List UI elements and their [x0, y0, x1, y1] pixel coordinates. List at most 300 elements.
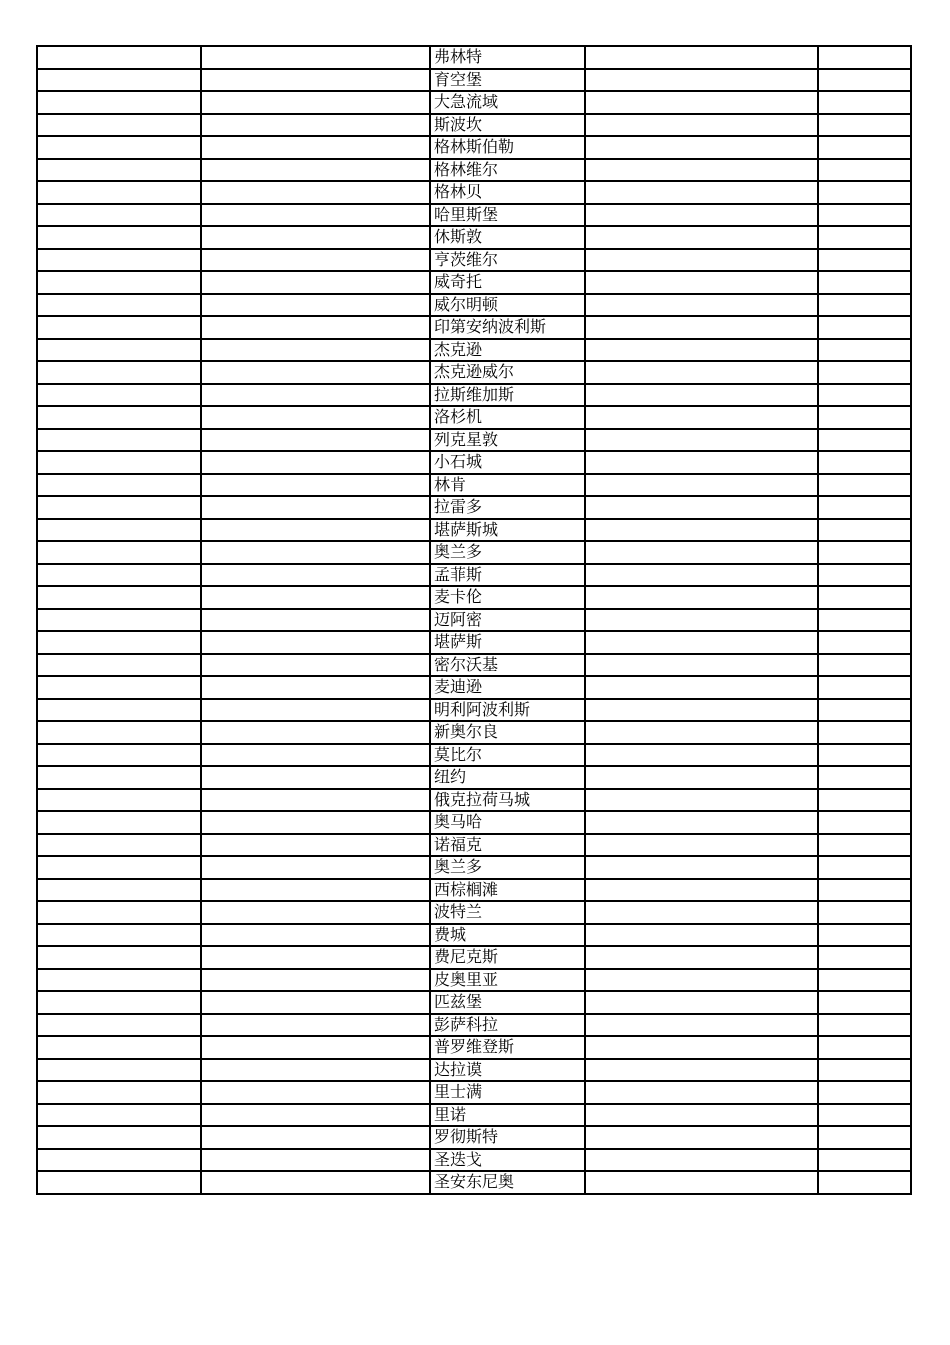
city-cell[interactable]: 奥马哈: [430, 811, 585, 834]
empty-cell[interactable]: [37, 969, 201, 992]
table-row: [37, 226, 911, 249]
empty-cell[interactable]: [37, 361, 201, 384]
empty-cell[interactable]: [37, 1149, 201, 1172]
empty-cell[interactable]: [818, 1149, 911, 1172]
empty-cell[interactable]: [37, 609, 201, 632]
empty-cell[interactable]: [201, 384, 430, 407]
empty-cell[interactable]: [585, 1081, 818, 1104]
empty-cell[interactable]: [818, 834, 911, 857]
empty-cell[interactable]: [37, 294, 201, 317]
empty-cell[interactable]: [201, 856, 430, 879]
empty-cell[interactable]: [37, 136, 201, 159]
empty-cell[interactable]: [201, 789, 430, 812]
empty-cell[interactable]: [818, 474, 911, 497]
empty-cell[interactable]: [37, 856, 201, 879]
city-cell[interactable]: 俄克拉荷马城: [430, 789, 585, 812]
table-row: [37, 991, 911, 1014]
city-cell[interactable]: 威尔明顿: [430, 294, 585, 317]
city-cell[interactable]: 里诺: [430, 1104, 585, 1127]
city-cell[interactable]: 列克星敦: [430, 429, 585, 452]
empty-cell[interactable]: [818, 1081, 911, 1104]
empty-cell[interactable]: [201, 676, 430, 699]
empty-cell[interactable]: [201, 1014, 430, 1037]
empty-cell[interactable]: [201, 451, 430, 474]
city-cell[interactable]: 大急流域: [430, 91, 585, 114]
empty-cell[interactable]: [201, 519, 430, 542]
empty-cell[interactable]: [201, 1104, 430, 1127]
empty-cell[interactable]: [201, 564, 430, 587]
empty-cell[interactable]: [201, 159, 430, 182]
empty-cell[interactable]: [201, 114, 430, 137]
empty-cell[interactable]: [585, 361, 818, 384]
empty-cell[interactable]: [201, 969, 430, 992]
empty-cell[interactable]: [585, 1104, 818, 1127]
city-cell[interactable]: 印第安纳波利斯: [430, 316, 585, 339]
table-row: [37, 114, 911, 137]
empty-cell[interactable]: [201, 496, 430, 519]
empty-cell[interactable]: [585, 924, 818, 947]
empty-cell[interactable]: [37, 474, 201, 497]
empty-cell[interactable]: [818, 1059, 911, 1082]
empty-cell[interactable]: [818, 744, 911, 767]
table-row: [37, 451, 911, 474]
city-cell[interactable]: 格林斯伯勒: [430, 136, 585, 159]
table-row: [37, 46, 911, 69]
table-row: [37, 766, 911, 789]
empty-cell[interactable]: [585, 564, 818, 587]
empty-cell[interactable]: [585, 946, 818, 969]
table-row: [37, 136, 911, 159]
empty-cell[interactable]: [818, 586, 911, 609]
empty-cell[interactable]: [585, 699, 818, 722]
empty-cell[interactable]: [818, 991, 911, 1014]
empty-cell[interactable]: [585, 429, 818, 452]
city-cell[interactable]: 达拉谟: [430, 1059, 585, 1082]
empty-cell[interactable]: [585, 1059, 818, 1082]
empty-cell[interactable]: [37, 496, 201, 519]
empty-cell[interactable]: [585, 631, 818, 654]
empty-cell[interactable]: [585, 519, 818, 542]
empty-cell[interactable]: [201, 631, 430, 654]
table-row: [37, 789, 911, 812]
empty-cell[interactable]: [37, 519, 201, 542]
empty-cell[interactable]: [818, 316, 911, 339]
empty-cell[interactable]: [201, 69, 430, 92]
empty-cell[interactable]: [585, 834, 818, 857]
city-cell[interactable]: 格林维尔: [430, 159, 585, 182]
empty-cell[interactable]: [201, 204, 430, 227]
city-cell[interactable]: 费尼克斯: [430, 946, 585, 969]
city-cell[interactable]: 西棕榈滩: [430, 879, 585, 902]
empty-cell[interactable]: [818, 631, 911, 654]
table-row: [37, 159, 911, 182]
city-cell[interactable]: 杰克逊威尔: [430, 361, 585, 384]
empty-cell[interactable]: [201, 339, 430, 362]
empty-cell[interactable]: [585, 879, 818, 902]
table-row: [37, 586, 911, 609]
city-cell[interactable]: 迈阿密: [430, 609, 585, 632]
city-cell[interactable]: 林肯: [430, 474, 585, 497]
empty-cell[interactable]: [201, 271, 430, 294]
empty-cell[interactable]: [585, 856, 818, 879]
empty-cell[interactable]: [818, 384, 911, 407]
empty-cell[interactable]: [37, 654, 201, 677]
empty-cell[interactable]: [585, 969, 818, 992]
empty-cell[interactable]: [818, 451, 911, 474]
empty-cell[interactable]: [201, 766, 430, 789]
empty-cell[interactable]: [37, 811, 201, 834]
empty-cell[interactable]: [585, 69, 818, 92]
empty-cell[interactable]: [201, 811, 430, 834]
city-cell[interactable]: 圣安东尼奥: [430, 1171, 585, 1194]
city-cell[interactable]: 匹兹堡: [430, 991, 585, 1014]
empty-cell[interactable]: [585, 1149, 818, 1172]
empty-cell[interactable]: [37, 789, 201, 812]
empty-cell[interactable]: [37, 744, 201, 767]
empty-cell[interactable]: [818, 361, 911, 384]
city-cell[interactable]: 堪萨斯: [430, 631, 585, 654]
empty-cell[interactable]: [818, 721, 911, 744]
empty-cell[interactable]: [201, 1059, 430, 1082]
empty-cell[interactable]: [37, 114, 201, 137]
empty-cell[interactable]: [37, 46, 201, 69]
empty-cell[interactable]: [818, 114, 911, 137]
city-cell[interactable]: 普罗维登斯: [430, 1036, 585, 1059]
empty-cell[interactable]: [818, 1126, 911, 1149]
empty-cell[interactable]: [37, 1171, 201, 1194]
city-cell[interactable]: 纽约: [430, 766, 585, 789]
empty-cell[interactable]: [201, 1149, 430, 1172]
empty-cell[interactable]: [37, 406, 201, 429]
empty-cell[interactable]: [818, 1104, 911, 1127]
empty-cell[interactable]: [37, 631, 201, 654]
empty-cell[interactable]: [37, 541, 201, 564]
table-row: [37, 69, 911, 92]
empty-cell[interactable]: [818, 654, 911, 677]
city-cell[interactable]: 休斯敦: [430, 226, 585, 249]
empty-cell[interactable]: [201, 901, 430, 924]
table-row: [37, 474, 911, 497]
table-row: [37, 924, 911, 947]
city-cell[interactable]: 奥兰多: [430, 856, 585, 879]
table-row: [37, 429, 911, 452]
empty-cell[interactable]: [37, 451, 201, 474]
city-cell[interactable]: 格林贝: [430, 181, 585, 204]
city-cell[interactable]: 罗彻斯特: [430, 1126, 585, 1149]
empty-cell[interactable]: [585, 46, 818, 69]
empty-cell[interactable]: [818, 91, 911, 114]
table-row: [37, 406, 911, 429]
empty-cell[interactable]: [818, 249, 911, 272]
empty-cell[interactable]: [818, 204, 911, 227]
empty-cell[interactable]: [818, 46, 911, 69]
empty-cell[interactable]: [818, 969, 911, 992]
empty-cell[interactable]: [585, 1126, 818, 1149]
empty-cell[interactable]: [585, 1171, 818, 1194]
empty-cell[interactable]: [585, 541, 818, 564]
empty-cell[interactable]: [37, 676, 201, 699]
empty-cell[interactable]: [37, 991, 201, 1014]
table-row: [37, 1081, 911, 1104]
empty-cell[interactable]: [818, 856, 911, 879]
empty-cell[interactable]: [37, 721, 201, 744]
empty-cell[interactable]: [37, 834, 201, 857]
empty-cell[interactable]: [585, 384, 818, 407]
table-row: [37, 969, 911, 992]
empty-cell[interactable]: [818, 946, 911, 969]
empty-cell[interactable]: [37, 384, 201, 407]
table-row: [37, 676, 911, 699]
empty-cell[interactable]: [585, 181, 818, 204]
city-cell[interactable]: 亨茨维尔: [430, 249, 585, 272]
empty-cell[interactable]: [201, 744, 430, 767]
empty-cell[interactable]: [585, 271, 818, 294]
table-row: [37, 1014, 911, 1037]
empty-cell[interactable]: [37, 249, 201, 272]
empty-cell[interactable]: [201, 1036, 430, 1059]
city-cell[interactable]: 杰克逊: [430, 339, 585, 362]
table-row: [37, 519, 911, 542]
city-cell[interactable]: 奥兰多: [430, 541, 585, 564]
empty-cell[interactable]: [818, 294, 911, 317]
empty-cell[interactable]: [585, 789, 818, 812]
table-row: [37, 721, 911, 744]
city-cell[interactable]: 里士满: [430, 1081, 585, 1104]
table-row: [37, 564, 911, 587]
city-cell[interactable]: 皮奥里亚: [430, 969, 585, 992]
empty-cell[interactable]: [818, 496, 911, 519]
empty-cell[interactable]: [585, 744, 818, 767]
empty-cell[interactable]: [37, 1059, 201, 1082]
city-cell[interactable]: 弗林特: [430, 46, 585, 69]
empty-cell[interactable]: [201, 249, 430, 272]
table-row: [37, 1059, 911, 1082]
empty-cell[interactable]: [201, 541, 430, 564]
empty-cell[interactable]: [585, 901, 818, 924]
empty-cell[interactable]: [818, 271, 911, 294]
empty-cell[interactable]: [585, 1036, 818, 1059]
empty-cell[interactable]: [585, 406, 818, 429]
empty-cell[interactable]: [818, 226, 911, 249]
city-cell[interactable]: 费城: [430, 924, 585, 947]
empty-cell[interactable]: [818, 789, 911, 812]
table-row: [37, 1126, 911, 1149]
empty-cell[interactable]: [37, 339, 201, 362]
empty-cell[interactable]: [37, 766, 201, 789]
city-cell[interactable]: 圣迭戈: [430, 1149, 585, 1172]
empty-cell[interactable]: [585, 204, 818, 227]
city-cell[interactable]: 堪萨斯城: [430, 519, 585, 542]
empty-cell[interactable]: [585, 136, 818, 159]
empty-cell[interactable]: [585, 654, 818, 677]
empty-cell[interactable]: [37, 901, 201, 924]
empty-cell[interactable]: [201, 294, 430, 317]
empty-cell[interactable]: [585, 249, 818, 272]
table-row: [37, 496, 911, 519]
table-row: [37, 946, 911, 969]
empty-cell[interactable]: [201, 226, 430, 249]
empty-cell[interactable]: [37, 564, 201, 587]
empty-cell[interactable]: [201, 946, 430, 969]
city-cell[interactable]: 诺福克: [430, 834, 585, 857]
empty-cell[interactable]: [37, 924, 201, 947]
table-row: [37, 294, 911, 317]
empty-cell[interactable]: [201, 91, 430, 114]
table-row: [37, 811, 911, 834]
table-row: [37, 91, 911, 114]
city-cell[interactable]: 麦卡伦: [430, 586, 585, 609]
city-cell[interactable]: 拉雷多: [430, 496, 585, 519]
empty-cell[interactable]: [585, 811, 818, 834]
empty-cell[interactable]: [818, 879, 911, 902]
empty-cell[interactable]: [818, 699, 911, 722]
empty-cell[interactable]: [585, 91, 818, 114]
empty-cell[interactable]: [201, 586, 430, 609]
empty-cell[interactable]: [201, 181, 430, 204]
empty-cell[interactable]: [818, 406, 911, 429]
empty-cell[interactable]: [37, 204, 201, 227]
empty-cell[interactable]: [585, 159, 818, 182]
city-cell[interactable]: 哈里斯堡: [430, 204, 585, 227]
empty-cell[interactable]: [585, 451, 818, 474]
empty-cell[interactable]: [37, 946, 201, 969]
empty-cell[interactable]: [201, 699, 430, 722]
table-row: [37, 1036, 911, 1059]
empty-cell[interactable]: [201, 609, 430, 632]
empty-cell[interactable]: [818, 811, 911, 834]
empty-cell[interactable]: [201, 879, 430, 902]
table-row: [37, 1171, 911, 1194]
empty-cell[interactable]: [201, 1171, 430, 1194]
city-cell[interactable]: 洛杉机: [430, 406, 585, 429]
empty-cell[interactable]: [818, 69, 911, 92]
empty-cell[interactable]: [818, 181, 911, 204]
empty-cell[interactable]: [37, 91, 201, 114]
empty-cell[interactable]: [585, 609, 818, 632]
empty-cell[interactable]: [818, 676, 911, 699]
empty-cell[interactable]: [37, 226, 201, 249]
empty-cell[interactable]: [818, 136, 911, 159]
empty-cell[interactable]: [818, 766, 911, 789]
empty-cell[interactable]: [585, 766, 818, 789]
empty-cell[interactable]: [585, 316, 818, 339]
city-cell[interactable]: 小石城: [430, 451, 585, 474]
table-row: [37, 654, 911, 677]
empty-cell[interactable]: [37, 429, 201, 452]
table-row: [37, 856, 911, 879]
empty-cell[interactable]: [818, 429, 911, 452]
empty-cell[interactable]: [201, 991, 430, 1014]
empty-cell[interactable]: [818, 924, 911, 947]
empty-cell[interactable]: [585, 474, 818, 497]
empty-cell[interactable]: [818, 1014, 911, 1037]
empty-cell[interactable]: [37, 699, 201, 722]
empty-cell[interactable]: [201, 1126, 430, 1149]
empty-cell[interactable]: [585, 991, 818, 1014]
city-cell[interactable]: 彭萨科拉: [430, 1014, 585, 1037]
table-row: [37, 384, 911, 407]
empty-cell[interactable]: [818, 339, 911, 362]
empty-cell[interactable]: [818, 901, 911, 924]
spreadsheet-table: [36, 45, 912, 1195]
empty-cell[interactable]: [37, 316, 201, 339]
empty-cell[interactable]: [585, 339, 818, 362]
empty-cell[interactable]: [585, 676, 818, 699]
empty-cell[interactable]: [585, 294, 818, 317]
table-row: [37, 249, 911, 272]
empty-cell[interactable]: [37, 159, 201, 182]
empty-cell[interactable]: [37, 69, 201, 92]
table-row: [37, 1149, 911, 1172]
empty-cell[interactable]: [818, 519, 911, 542]
city-cell[interactable]: 育空堡: [430, 69, 585, 92]
empty-cell[interactable]: [37, 1081, 201, 1104]
city-cell[interactable]: 麦迪逊: [430, 676, 585, 699]
empty-cell[interactable]: [818, 1036, 911, 1059]
table-row: [37, 834, 911, 857]
empty-cell[interactable]: [201, 721, 430, 744]
table-row: [37, 901, 911, 924]
city-cell[interactable]: 密尔沃基: [430, 654, 585, 677]
table-row: [37, 631, 911, 654]
empty-cell[interactable]: [818, 564, 911, 587]
city-cell[interactable]: 威奇托: [430, 271, 585, 294]
empty-cell[interactable]: [201, 361, 430, 384]
empty-cell[interactable]: [37, 879, 201, 902]
empty-cell[interactable]: [818, 1171, 911, 1194]
city-cell[interactable]: 明利阿波利斯: [430, 699, 585, 722]
table-row: [37, 181, 911, 204]
empty-cell[interactable]: [201, 136, 430, 159]
empty-cell[interactable]: [201, 654, 430, 677]
city-cell[interactable]: 孟菲斯: [430, 564, 585, 587]
table-row: [37, 699, 911, 722]
city-cell[interactable]: 斯波坎: [430, 114, 585, 137]
empty-cell[interactable]: [201, 834, 430, 857]
empty-cell[interactable]: [201, 46, 430, 69]
empty-cell[interactable]: [585, 496, 818, 519]
empty-cell[interactable]: [37, 1014, 201, 1037]
empty-cell[interactable]: [37, 181, 201, 204]
empty-cell[interactable]: [585, 226, 818, 249]
empty-cell[interactable]: [585, 1014, 818, 1037]
empty-cell[interactable]: [37, 586, 201, 609]
empty-cell[interactable]: [201, 429, 430, 452]
empty-cell[interactable]: [201, 1081, 430, 1104]
empty-cell[interactable]: [201, 316, 430, 339]
empty-cell[interactable]: [201, 474, 430, 497]
empty-cell[interactable]: [37, 1126, 201, 1149]
city-cell[interactable]: 波特兰: [430, 901, 585, 924]
empty-cell[interactable]: [37, 1036, 201, 1059]
empty-cell[interactable]: [37, 271, 201, 294]
table-row: [37, 879, 911, 902]
table-row: [37, 204, 911, 227]
table-row: [37, 316, 911, 339]
city-cell[interactable]: 新奥尔良: [430, 721, 585, 744]
empty-cell[interactable]: [585, 114, 818, 137]
empty-cell[interactable]: [585, 586, 818, 609]
empty-cell[interactable]: [818, 541, 911, 564]
city-cell[interactable]: 拉斯维加斯: [430, 384, 585, 407]
empty-cell[interactable]: [585, 721, 818, 744]
empty-cell[interactable]: [37, 1104, 201, 1127]
empty-cell[interactable]: [201, 406, 430, 429]
empty-cell[interactable]: [201, 924, 430, 947]
city-cell[interactable]: 莫比尔: [430, 744, 585, 767]
empty-cell[interactable]: [818, 609, 911, 632]
empty-cell[interactable]: [818, 159, 911, 182]
